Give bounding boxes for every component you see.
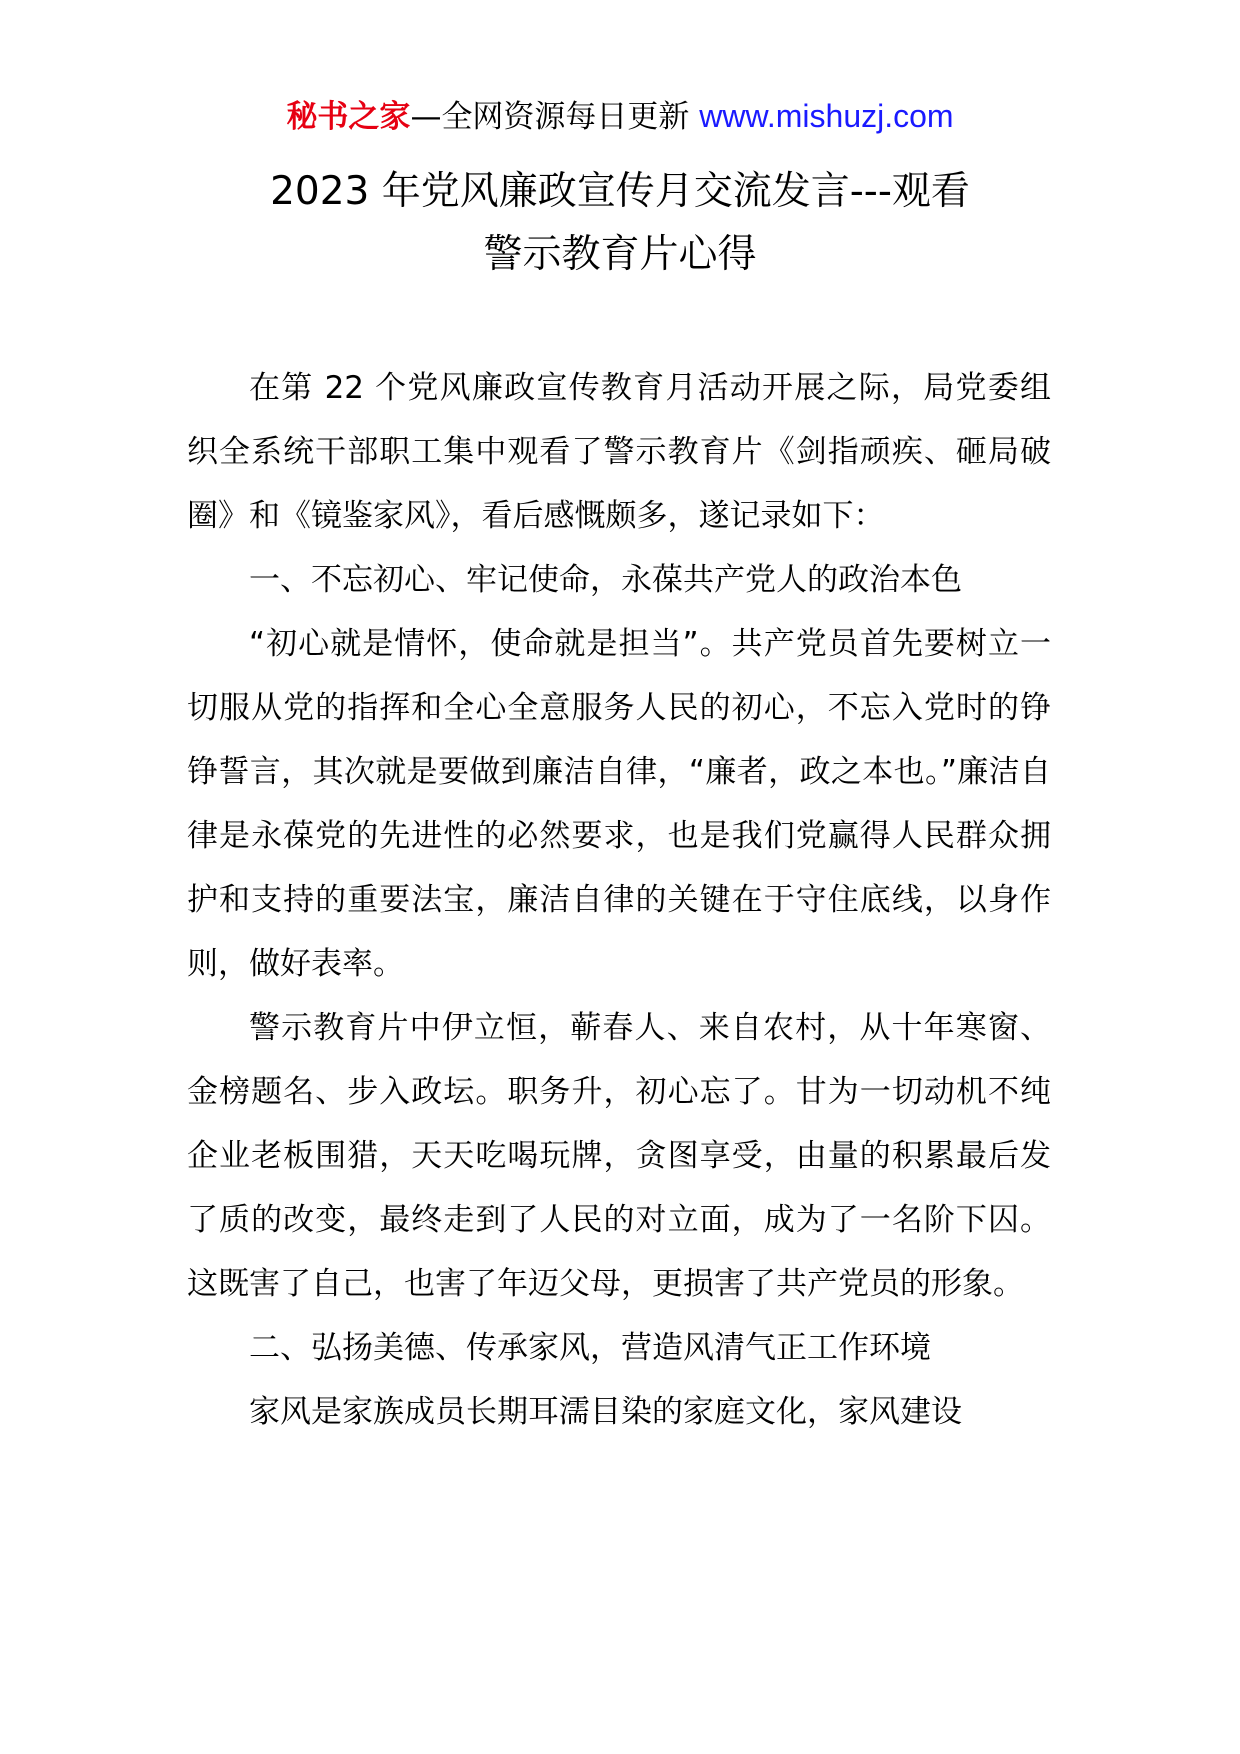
paragraph: 警示教育片中伊立恒，蕲春人、来自农村，从十年寒窗、金榜题名、步入政坛。职务升，初心忘了。甘为一切动机不纯企业老板围猎，天天吃喝玩牌，贪图享受，由量的积累最后发了质的改变，最终走到了人民的对立面，成为了一名阶下囚。这既害了自己，也害了年迈父母，更损害了共产党员的形象。 bbox=[187, 1010, 1051, 1302]
banner-slogan: —全网资源每日更新 bbox=[410, 99, 700, 135]
section-heading-2: 二、弘扬美德、传承家风，营造风清气正工作环境 bbox=[249, 1330, 931, 1366]
paragraph: “初心就是情怀，使命就是担当”。共产党员首先要树立一切服从党的指挥和全心全意服务人民的初心，不忘入党时的铮铮誓言，其次就是要做到廉洁自律，“廉者，政之本也。”廉洁自律是永葆党的先进性的必然要求，也是我们党赢得人民群众拥护和支持的重要法宝，廉洁自律的关键在于守住底线，以身作则，做好表率。 bbox=[187, 626, 1051, 982]
site-url-link[interactable]: www.mishuzj.com bbox=[699, 98, 954, 134]
document-title bbox=[160, 160, 1080, 286]
paragraph-intro: 在第 22 个党风廉政宣传教育月活动开展之际，局党委组织全系统干部职工集中观看了警示教育片《剑指顽疾、砸局破圈》和《镜鉴家风》，看后感慨颇多，遂记录如下： bbox=[187, 370, 1051, 534]
document-body bbox=[187, 356, 1051, 1444]
section-heading-1: 一、不忘初心、牢记使命，永葆共产党人的政治本色 bbox=[249, 562, 962, 598]
paragraph: 家风是家族成员长期耳濡目染的家庭文化，家风建设 bbox=[249, 1394, 962, 1430]
title-line-2: 警示教育片心得 bbox=[483, 232, 757, 277]
site-banner bbox=[0, 96, 1240, 137]
title-line-1: 2023 年党风廉政宣传月交流发言---观看 bbox=[270, 169, 970, 214]
brand-name: 秘书之家 bbox=[286, 99, 411, 135]
